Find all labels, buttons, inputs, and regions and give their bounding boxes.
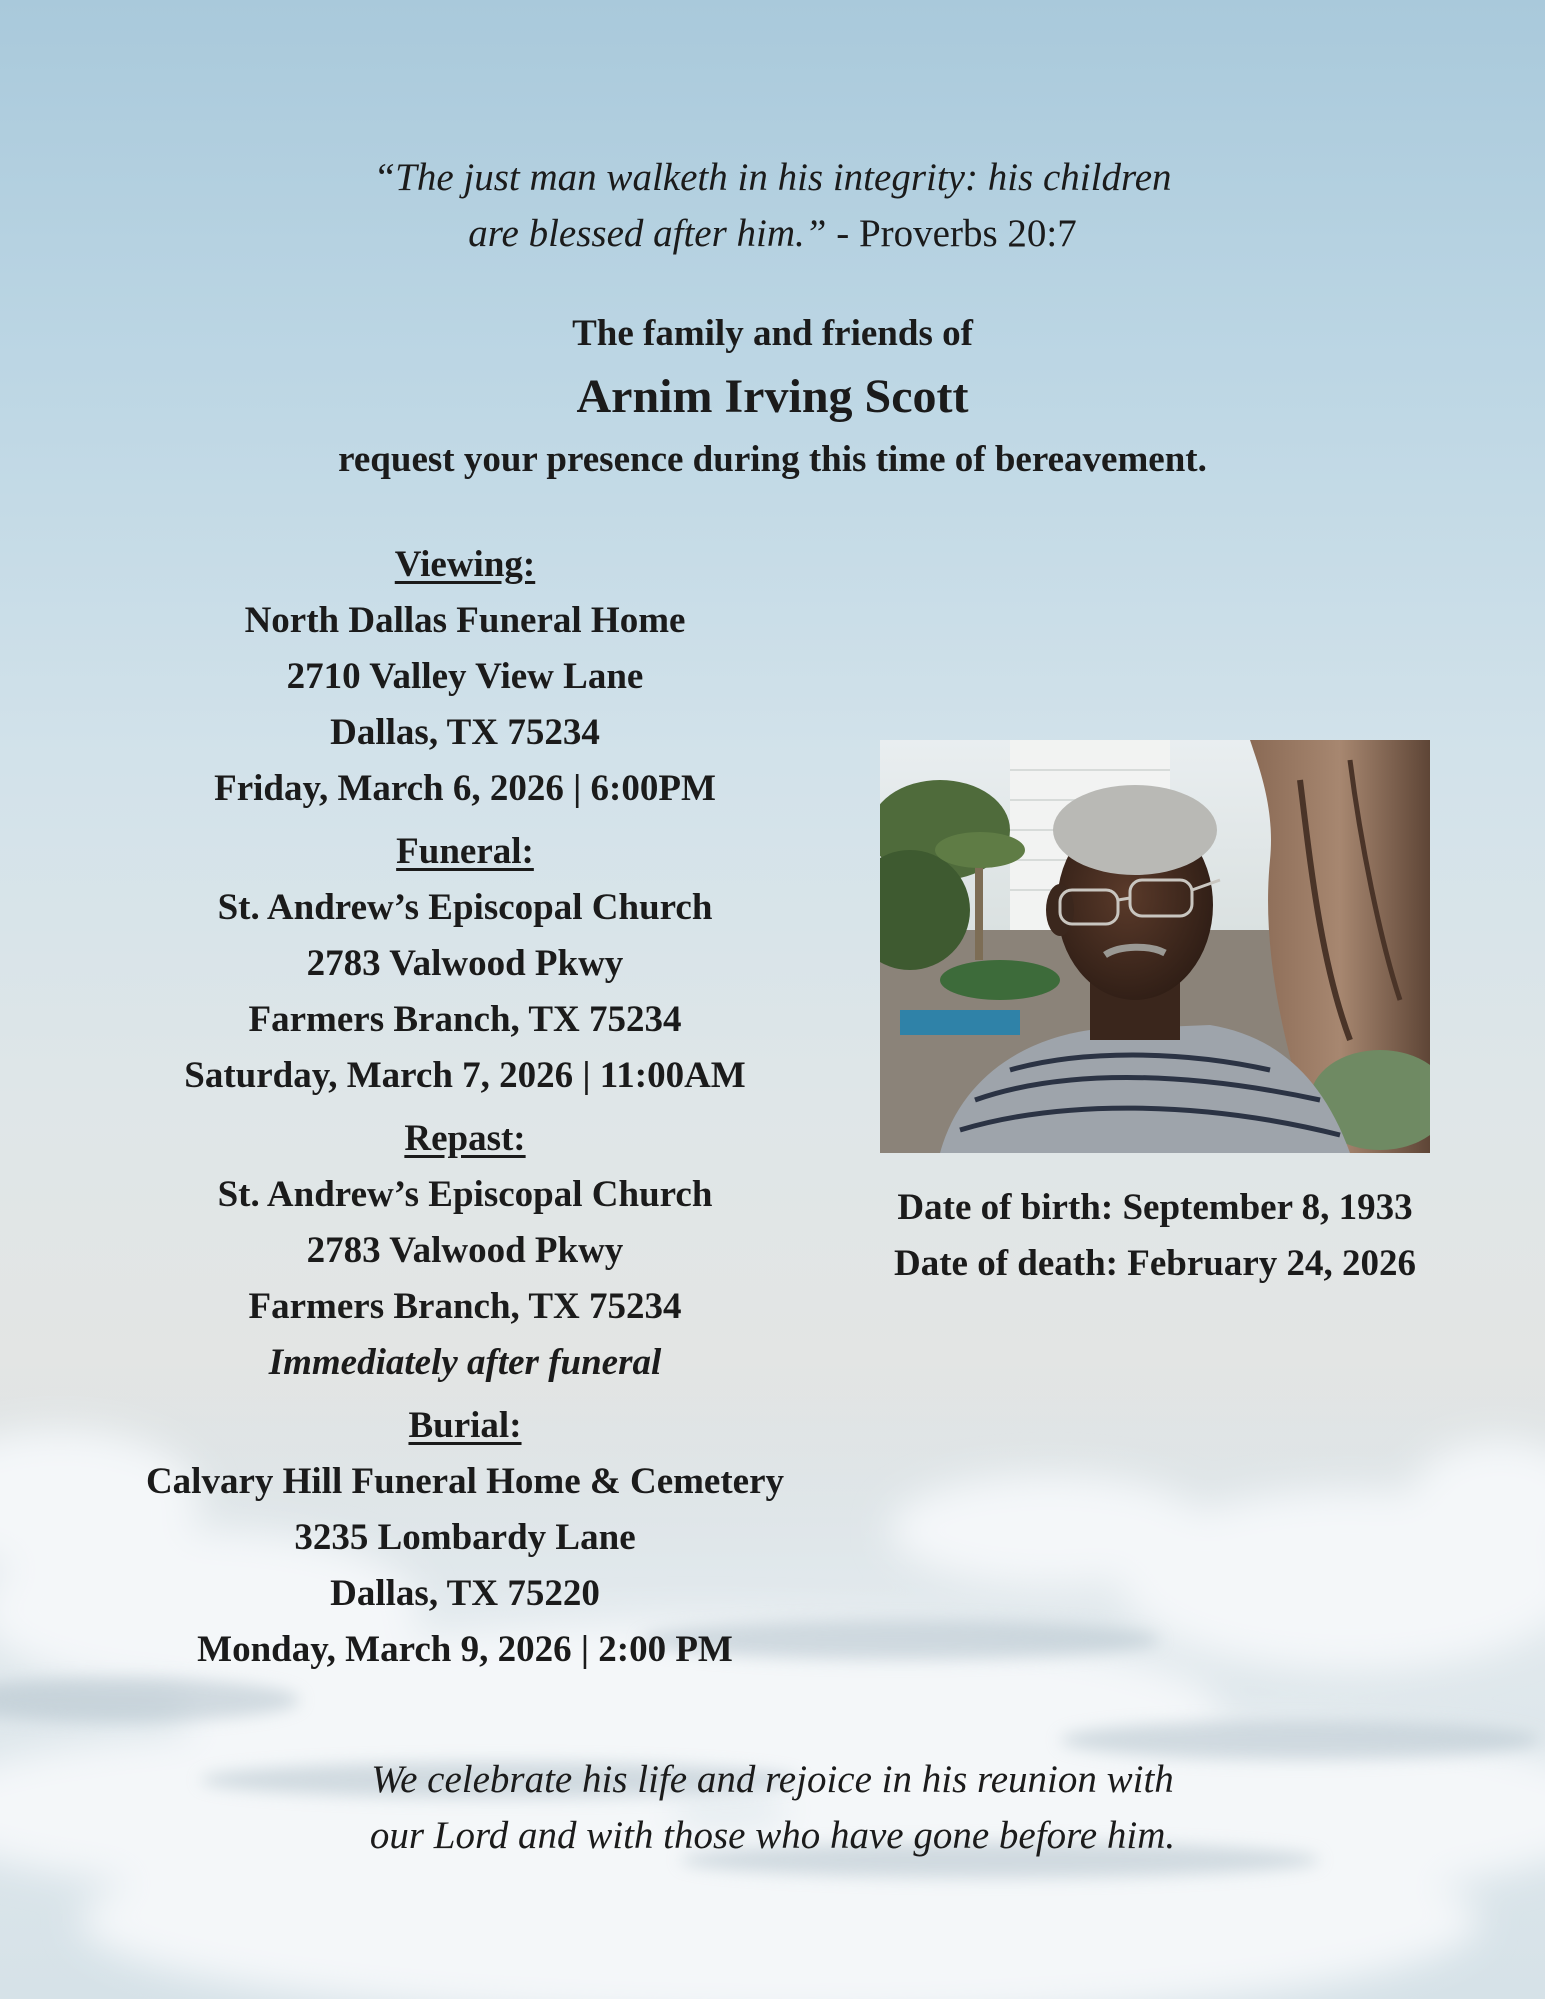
portrait-illustration (880, 740, 1430, 1153)
event-heading: Repast: (404, 1118, 526, 1159)
life-dates (840, 1180, 1470, 1292)
event-street: 2783 Valwood Pkwy (306, 1230, 624, 1271)
event-datetime: Friday, March 6, 2026 | 6:00PM (214, 768, 716, 809)
event-datetime: Monday, March 9, 2026 | 2:00 PM (197, 1629, 733, 1670)
quote-line-1: “The just man walketh in his integrity: his children (373, 156, 1172, 199)
event-street: 3235 Lombardy Lane (294, 1517, 636, 1558)
event-note: Immediately after funeral (268, 1342, 662, 1383)
event-heading: Burial: (408, 1405, 522, 1446)
deceased-name: Arnim Irving Scott (576, 370, 969, 423)
request-line: request your presence during this time of bereavement. (338, 439, 1207, 480)
event-city: Dallas, TX 75234 (330, 712, 600, 753)
closing-line-1: We celebrate his life and rejoice in his reunion with (371, 1758, 1174, 1801)
event-heading: Funeral: (396, 831, 534, 872)
quote-line-2 (0, 206, 1545, 262)
closing-message (0, 1752, 1545, 1864)
event-venue: St. Andrew’s Episcopal Church (217, 1174, 713, 1215)
event-venue: St. Andrew’s Episcopal Church (217, 887, 713, 928)
event-city: Dallas, TX 75220 (330, 1573, 600, 1614)
event-city: Farmers Branch, TX 75234 (248, 1286, 682, 1327)
quote-line-2-text: are blessed after him.” (468, 212, 827, 255)
event-viewing (80, 537, 850, 817)
event-datetime: Saturday, March 7, 2026 | 11:00AM (184, 1055, 746, 1096)
quote-citation: - Proverbs 20:7 (826, 212, 1077, 255)
date-of-death: Date of death: February 24, 2026 (893, 1243, 1417, 1284)
event-funeral (80, 824, 850, 1104)
portrait-photo (880, 740, 1430, 1153)
event-repast (80, 1111, 850, 1391)
date-of-birth: Date of birth: September 8, 1933 (897, 1187, 1413, 1228)
event-venue: Calvary Hill Funeral Home & Cemetery (145, 1461, 785, 1502)
intro-line: The family and friends of (572, 313, 973, 354)
intro-block (0, 306, 1545, 488)
event-city: Farmers Branch, TX 75234 (248, 999, 682, 1040)
event-street: 2710 Valley View Lane (286, 656, 644, 697)
event-street: 2783 Valwood Pkwy (306, 943, 624, 984)
scripture-quote (0, 150, 1545, 262)
event-venue: North Dallas Funeral Home (244, 600, 686, 641)
event-burial (80, 1398, 850, 1678)
event-heading: Viewing: (394, 544, 536, 585)
events-list (80, 537, 850, 1685)
closing-line-2: our Lord and with those who have gone before him. (369, 1814, 1176, 1857)
